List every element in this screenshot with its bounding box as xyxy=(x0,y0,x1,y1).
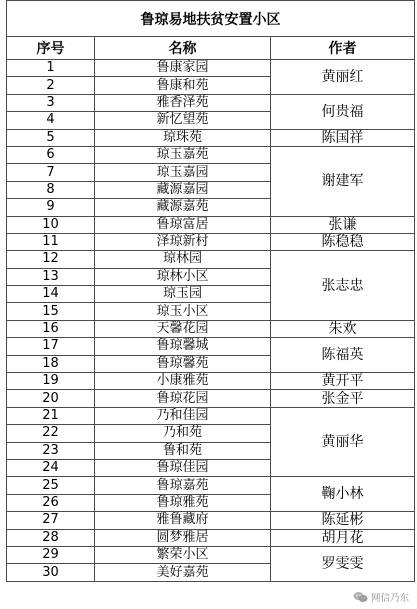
table-row xyxy=(7,546,415,563)
header-row xyxy=(7,37,415,60)
cell-seq[interactable]: 29 xyxy=(7,546,95,563)
cell-seq[interactable]: 19 xyxy=(7,373,95,390)
cell-name[interactable]: 繁荣小区 xyxy=(95,546,271,563)
wechat-icon xyxy=(353,591,368,603)
cell-author[interactable]: 黄开平 xyxy=(271,373,415,390)
table-row xyxy=(7,146,415,163)
cell-name[interactable]: 藏源嘉苑 xyxy=(95,199,271,216)
cell-seq[interactable]: 3 xyxy=(7,94,95,111)
cell-seq[interactable]: 23 xyxy=(7,442,95,459)
cell-author[interactable]: 陈国祥 xyxy=(271,129,415,146)
cell-author[interactable]: 谢建军 xyxy=(271,146,415,216)
cell-seq[interactable]: 28 xyxy=(7,529,95,546)
cell-author[interactable]: 张金平 xyxy=(271,390,415,407)
table-row xyxy=(7,529,415,546)
table-title[interactable]: 鲁琼易地扶贫安置小区 xyxy=(7,1,415,37)
cell-author[interactable]: 何贵福 xyxy=(271,94,415,129)
cell-seq[interactable]: 24 xyxy=(7,459,95,476)
table-row xyxy=(7,373,415,390)
cell-seq[interactable]: 15 xyxy=(7,303,95,320)
cell-name[interactable]: 鲁琼花园 xyxy=(95,390,271,407)
cell-name[interactable]: 琼玉园 xyxy=(95,286,271,303)
cell-name[interactable]: 藏源嘉园 xyxy=(95,181,271,198)
table-row xyxy=(7,390,415,407)
cell-seq[interactable]: 12 xyxy=(7,251,95,268)
cell-name[interactable]: 鲁琼馨城 xyxy=(95,338,271,355)
cell-name[interactable]: 乃和苑 xyxy=(95,425,271,442)
table-row xyxy=(7,338,415,355)
cell-seq[interactable]: 25 xyxy=(7,477,95,494)
cell-name[interactable]: 新忆望苑 xyxy=(95,112,271,129)
cell-seq[interactable]: 2 xyxy=(7,77,95,94)
cell-author[interactable]: 黄丽红 xyxy=(271,60,415,95)
cell-name[interactable]: 雅香泽苑 xyxy=(95,94,271,111)
cell-author[interactable]: 胡月花 xyxy=(271,529,415,546)
cell-name[interactable]: 雅鲁藏府 xyxy=(95,512,271,529)
cell-seq[interactable]: 16 xyxy=(7,320,95,337)
cell-seq[interactable]: 30 xyxy=(7,564,95,581)
table-row xyxy=(7,129,415,146)
title-row xyxy=(7,1,415,37)
cell-name[interactable]: 琼玉嘉园 xyxy=(95,164,271,181)
cell-seq[interactable]: 11 xyxy=(7,233,95,250)
cell-name[interactable]: 泽琼新村 xyxy=(95,233,271,250)
cell-name[interactable]: 鲁康和苑 xyxy=(95,77,271,94)
cell-name[interactable]: 琼珠苑 xyxy=(95,129,271,146)
cell-seq[interactable]: 9 xyxy=(7,199,95,216)
cell-author[interactable]: 陈福英 xyxy=(271,338,415,373)
header-seq[interactable]: 序号 xyxy=(7,37,95,60)
cell-name[interactable]: 美好嘉苑 xyxy=(95,564,271,581)
header-name[interactable]: 名称 xyxy=(95,37,271,60)
cell-name[interactable]: 鲁琼雅苑 xyxy=(95,494,271,511)
cell-seq[interactable]: 26 xyxy=(7,494,95,511)
cell-name[interactable]: 鲁琼富居 xyxy=(95,216,271,233)
cell-name[interactable]: 鲁康家园 xyxy=(95,60,271,77)
cell-name[interactable]: 天馨花园 xyxy=(95,320,271,337)
cell-name[interactable]: 琼林园 xyxy=(95,251,271,268)
cell-name[interactable]: 鲁琼佳园 xyxy=(95,459,271,476)
table-row xyxy=(7,512,415,529)
cell-seq[interactable]: 17 xyxy=(7,338,95,355)
resettlement-table xyxy=(6,0,415,582)
cell-author[interactable]: 张谦 xyxy=(271,216,415,233)
cell-name[interactable]: 乃和佳园 xyxy=(95,407,271,424)
cell-author[interactable]: 黄丽华 xyxy=(271,407,415,477)
cell-seq[interactable]: 13 xyxy=(7,268,95,285)
cell-name[interactable]: 琼林小区 xyxy=(95,268,271,285)
cell-seq[interactable]: 18 xyxy=(7,355,95,372)
cell-seq[interactable]: 6 xyxy=(7,146,95,163)
cell-seq[interactable]: 4 xyxy=(7,112,95,129)
cell-seq[interactable]: 14 xyxy=(7,286,95,303)
cell-seq[interactable]: 27 xyxy=(7,512,95,529)
cell-seq[interactable]: 22 xyxy=(7,425,95,442)
table-row xyxy=(7,216,415,233)
header-author[interactable]: 作者 xyxy=(271,37,415,60)
table-row xyxy=(7,94,415,111)
cell-seq[interactable]: 20 xyxy=(7,390,95,407)
cell-seq[interactable]: 5 xyxy=(7,129,95,146)
cell-name[interactable]: 小康雅苑 xyxy=(95,373,271,390)
cell-author[interactable]: 陈延彬 xyxy=(271,512,415,529)
table-row xyxy=(7,251,415,268)
table-row xyxy=(7,477,415,494)
watermark-text: 网信乃东 xyxy=(370,593,409,604)
cell-seq[interactable]: 7 xyxy=(7,164,95,181)
table-row xyxy=(7,407,415,424)
cell-name[interactable]: 琼玉小区 xyxy=(95,303,271,320)
cell-name[interactable]: 圆梦雅居 xyxy=(95,529,271,546)
cell-seq[interactable]: 8 xyxy=(7,181,95,198)
table-row xyxy=(7,60,415,77)
cell-author[interactable]: 张志忠 xyxy=(271,251,415,321)
cell-author[interactable]: 鞠小林 xyxy=(271,477,415,512)
cell-name[interactable]: 鲁琼馨苑 xyxy=(95,355,271,372)
cell-author[interactable]: 朱欢 xyxy=(271,320,415,337)
cell-author[interactable]: 罗雯雯 xyxy=(271,546,415,581)
cell-seq[interactable]: 21 xyxy=(7,407,95,424)
cell-name[interactable]: 鲁和苑 xyxy=(95,442,271,459)
cell-name[interactable]: 琼玉嘉苑 xyxy=(95,146,271,163)
watermark xyxy=(351,589,411,605)
cell-seq[interactable]: 10 xyxy=(7,216,95,233)
cell-name[interactable]: 鲁琼嘉苑 xyxy=(95,477,271,494)
table-row xyxy=(7,233,415,250)
cell-seq[interactable]: 1 xyxy=(7,60,95,77)
table-row xyxy=(7,320,415,337)
cell-author[interactable]: 陈稳稳 xyxy=(271,233,415,250)
